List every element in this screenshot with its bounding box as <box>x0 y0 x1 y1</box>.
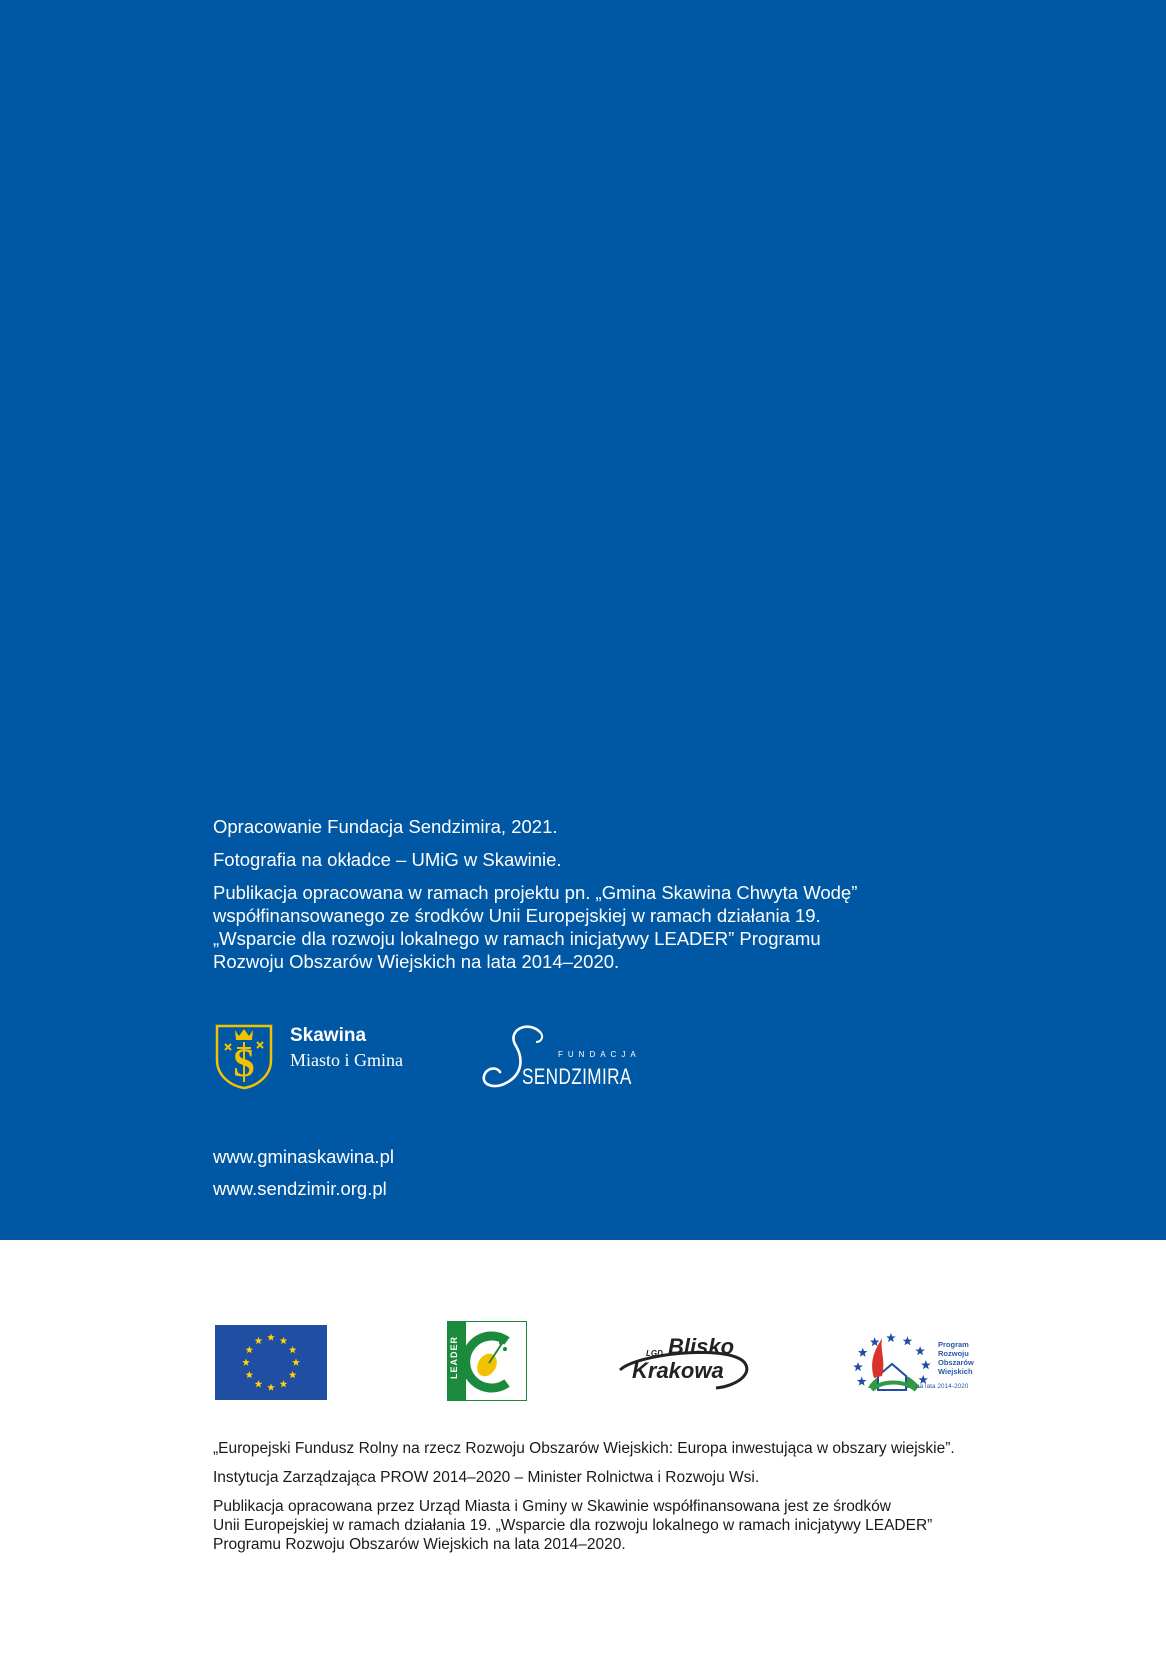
lgd-small-label: LGD <box>646 1349 663 1358</box>
footer-publication-line: Publikacja opracowana przez Urząd Miasta i Gminy w Skawinie współfinansowana jest ze środków <box>213 1498 891 1515</box>
prow-star-icon <box>903 1336 913 1345</box>
website-links <box>213 1141 394 1205</box>
funding-footer <box>213 1439 1113 1564</box>
credits-project <box>213 881 973 973</box>
leader-text: LEADER <box>449 1335 459 1379</box>
prow-star-icon <box>921 1360 931 1369</box>
credits-photo: Fotografia na okładce – UMiG w Skawinie. <box>213 849 562 870</box>
prow-star-icon <box>857 1377 867 1386</box>
skawina-crest-icon <box>213 1022 275 1090</box>
prow-line: Wiejskich <box>938 1367 973 1376</box>
credits-authorship: Opracowanie Fundacja Sendzimira, 2021. <box>213 816 558 837</box>
prow-line: Rozwoju <box>938 1349 969 1358</box>
footer-publication-line: Unii Europejskiej w ramach działania 19. „Wsparcie dla rozwoju lokalnego w ramach inicjatywy LEADER” <box>213 1517 933 1534</box>
footer-publication-line: Programu Rozwoju Obszarów Wiejskich na lata 2014–2020. <box>213 1536 626 1553</box>
leader-logo <box>447 1321 527 1401</box>
credits-project-line: Rozwoju Obszarów Wiejskich na lata 2014–2020. <box>213 951 620 972</box>
prow-star-icon <box>870 1337 880 1346</box>
prow-logo <box>848 1328 978 1400</box>
link-gmina-skawina[interactable]: www.gminaskawina.pl <box>213 1146 394 1167</box>
prow-star-icon <box>886 1333 896 1342</box>
sendzimir-logo <box>478 1022 658 1092</box>
skawina-subtitle: Miasto i Gmina <box>290 1050 403 1070</box>
eu-logo <box>215 1325 327 1400</box>
prow-star-icon <box>915 1346 925 1355</box>
lgd-logo <box>616 1334 756 1394</box>
footer-publication <box>213 1497 1113 1554</box>
credits-project-line: „Wsparcie dla rozwoju lokalnego w ramach inicjatywy LEADER” Programu <box>213 928 821 949</box>
footer-authority-line: Instytucja Zarządzająca PROW 2014–2020 – Minister Rolnictwa i Rozwoju Wsi. <box>213 1469 760 1486</box>
skawina-name: Skawina <box>290 1025 367 1046</box>
skawina-logo <box>213 1022 423 1092</box>
credits-project-line: współfinansowanego ze środków Unii Europejskiej w ramach działania 19. <box>213 905 821 926</box>
sendzimir-label: FUNDACJA <box>558 1050 641 1059</box>
prow-line: Program <box>938 1340 969 1349</box>
credits-project-line: Publikacja opracowana w ramach projektu pn. „Gmina Skawina Chwyta Wodę” <box>213 882 858 903</box>
sendzimir-name: SENDZIMIRA <box>522 1064 632 1089</box>
prow-text <box>938 1340 974 1376</box>
prow-star-icon <box>858 1348 868 1357</box>
eu-flag-icon <box>215 1325 327 1400</box>
prow-line: Obszarów <box>938 1358 974 1367</box>
prow-star-icon <box>853 1362 863 1371</box>
footer-fund-line: „Europejski Fundusz Rolny na rzecz Rozwoju Obszarów Wiejskich: Europa inwestująca w obszary wiejskie”. <box>213 1440 955 1457</box>
partner-logos <box>0 1318 1166 1408</box>
link-sendzimir[interactable]: www.sendzimir.org.pl <box>213 1178 387 1199</box>
svg-text:S: S <box>232 1040 256 1085</box>
lgd-top-label: Blisko <box>668 1334 735 1359</box>
lgd-bottom-label: Krakowa <box>632 1358 724 1383</box>
credits <box>213 815 973 983</box>
leader-logo-icon <box>447 1321 527 1401</box>
prow-years: na lata 2014-2020 <box>916 1383 969 1390</box>
